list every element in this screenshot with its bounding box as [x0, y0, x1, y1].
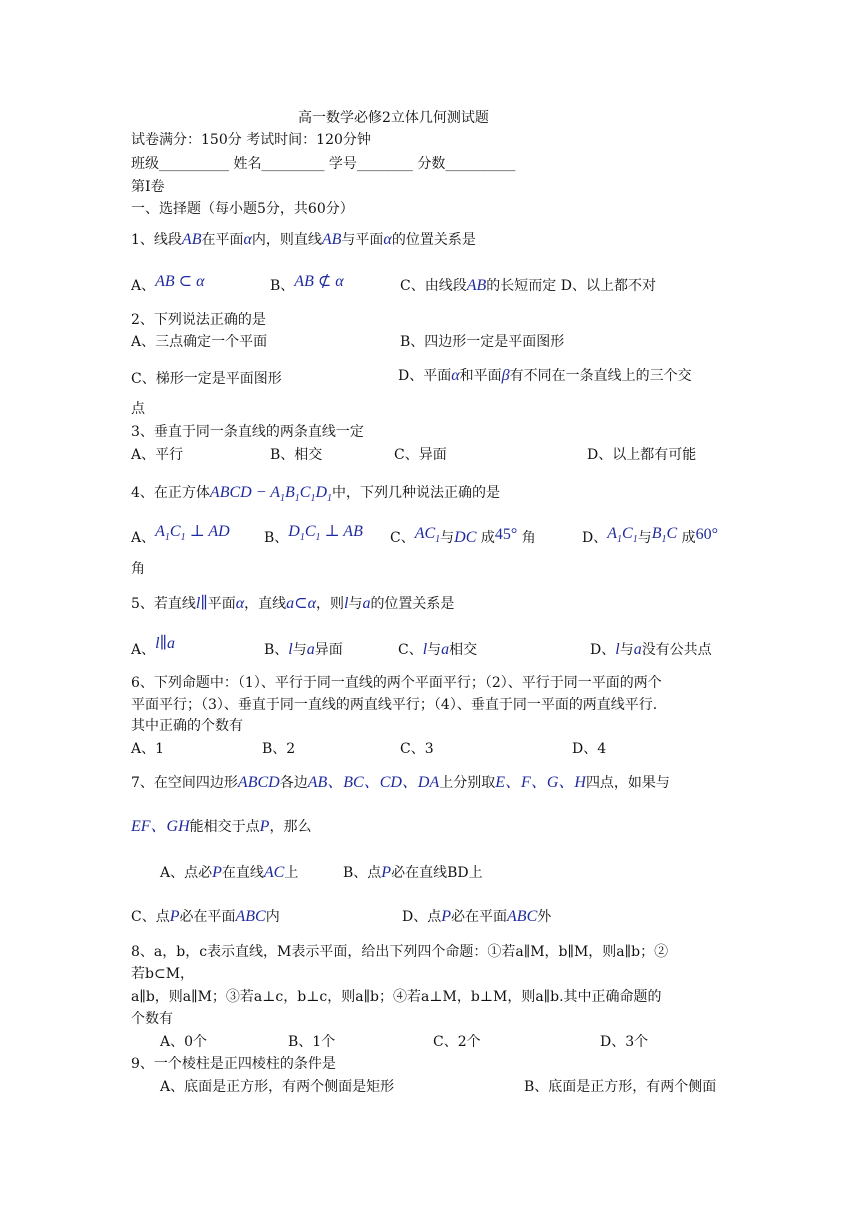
question-8-option-d: D、3个 — [600, 1034, 649, 1050]
question-5-stem: 5、若直线l∥平面α，直线a⊂α，则l与a的位置关系是 — [131, 595, 455, 612]
question-8-line-1: 8、a，b，c表示直线，M表示平面，给出下列四个命题：①若a∥M，b∥M，则a∥b；② — [131, 944, 669, 960]
question-2-option-c: C、梯形一定是平面图形 — [131, 371, 282, 387]
question-6-line-2: 平面平行；（3）、垂直于同一直线的两直线平行；（4）、垂直于同一平面的两直线平行. — [131, 697, 658, 713]
question-3-stem: 3、垂直于同一条直线的两条直线一定 — [131, 424, 364, 440]
question-7-option-d: D、点P必在平面ABC外 — [402, 908, 552, 925]
question-5-option-d: D、l与a没有公共点 — [590, 641, 712, 658]
question-5-option-b: B、l与a异面 — [264, 641, 343, 658]
question-8-line-3: a∥b，则a∥M；③若a⊥c，b⊥c，则a∥b；④若a⊥M，b⊥M，则a∥b.其中正确命题的 — [131, 989, 662, 1005]
exam-info: 试卷满分：150分 考试时间：120分钟 — [131, 132, 371, 148]
question-4-option-d: D、$A_1C_1$与$B_1C$ 成60° — [582, 525, 718, 546]
question-6-line-3: 其中正确的个数有 — [131, 718, 243, 734]
question-4-option-d-wrap: 角 — [131, 561, 145, 577]
question-2-option-a: A、三点确定一个平面 — [131, 334, 268, 350]
question-7-stem: 7、在空间四边形ABCD各边AB、BC、CD、DA上分别取E、F、G、H四点，如果与 — [131, 774, 670, 791]
question-5-option-c: C、l与a相交 — [398, 641, 478, 658]
question-9-option-b: B、底面是正方形，有两个侧面 — [524, 1079, 717, 1095]
question-8-line-4: 个数有 — [131, 1011, 173, 1027]
part-heading: 一、选择题（每小题5分，共60分） — [131, 201, 354, 217]
question-3-option-d: D、以上都有可能 — [587, 447, 697, 463]
question-2-option-d: D、平面α和平面β有不同在一条直线上的三个交 — [398, 367, 692, 384]
question-6-option-d: D、4 — [572, 741, 607, 757]
question-7-option-c: C、点P必在平面ABC内 — [131, 908, 280, 925]
question-8-option-a: A、0个 — [160, 1034, 208, 1050]
question-7-stem-line-2: EF、GH能相交于点P，那么 — [131, 818, 312, 835]
question-2-option-b: B、四边形一定是平面图形 — [400, 334, 565, 350]
question-4-option-b: B、$D_1C_1$ ⊥ AB — [264, 523, 363, 546]
question-3-option-b: B、相交 — [270, 447, 323, 463]
question-9-option-a: A、底面是正方形，有两个侧面是矩形 — [160, 1079, 395, 1095]
question-4-option-c: C、$AC_1$与DC 成45° 角 — [390, 525, 536, 546]
question-5-option-a: A、l∥a — [131, 635, 175, 658]
question-6-option-a: A、1 — [131, 741, 165, 757]
section-label: 第Ⅰ卷 — [131, 179, 165, 195]
question-3-option-a: A、平行 — [131, 447, 184, 463]
question-4-stem: 4、在正方体ABCD − $A_1B_1C_1D_1$中，下列几种说法正确的是 — [131, 484, 500, 505]
question-6-option-c: C、3 — [400, 741, 434, 757]
question-1-option-b: B、AB ⊄ α — [270, 273, 344, 294]
question-7-option-a: A、点必P在直线AC上 — [160, 864, 299, 881]
question-6-option-b: B、2 — [262, 741, 296, 757]
question-6-line-1: 6、下列命题中：（1）、平行于同一直线的两个平面平行；（2）、平行于同一平面的两个 — [131, 675, 662, 691]
question-3-option-c: C、异面 — [394, 447, 447, 463]
question-2-stem: 2、下列说法正确的是 — [131, 312, 266, 328]
question-8-option-c: C、2个 — [433, 1034, 481, 1050]
question-1-options: A、AB ⊂ α — [131, 273, 205, 294]
student-fields: 班级__________ 姓名_________ 学号________ 分数__________ — [131, 156, 516, 172]
question-2-option-d-wrap: 点 — [131, 401, 145, 417]
question-1-option-c: C、由线段AB的长短而定 D、以上都不对 — [400, 277, 656, 294]
question-1-stem: 1、线段AB在平面α内，则直线AB与平面α的位置关系是 — [131, 231, 476, 248]
question-7-option-b: B、点P必在直线BD上 — [343, 864, 483, 881]
question-9-stem: 9、一个棱柱是正四棱柱的条件是 — [131, 1056, 336, 1072]
question-4-option-a: A、$A_1C_1$ ⊥ AD — [131, 523, 230, 546]
question-8-line-2: 若b⊂M， — [131, 966, 195, 982]
page-title: 高一数学必修2立体几何测试题 — [298, 110, 489, 126]
question-8-option-b: B、1个 — [288, 1034, 336, 1050]
